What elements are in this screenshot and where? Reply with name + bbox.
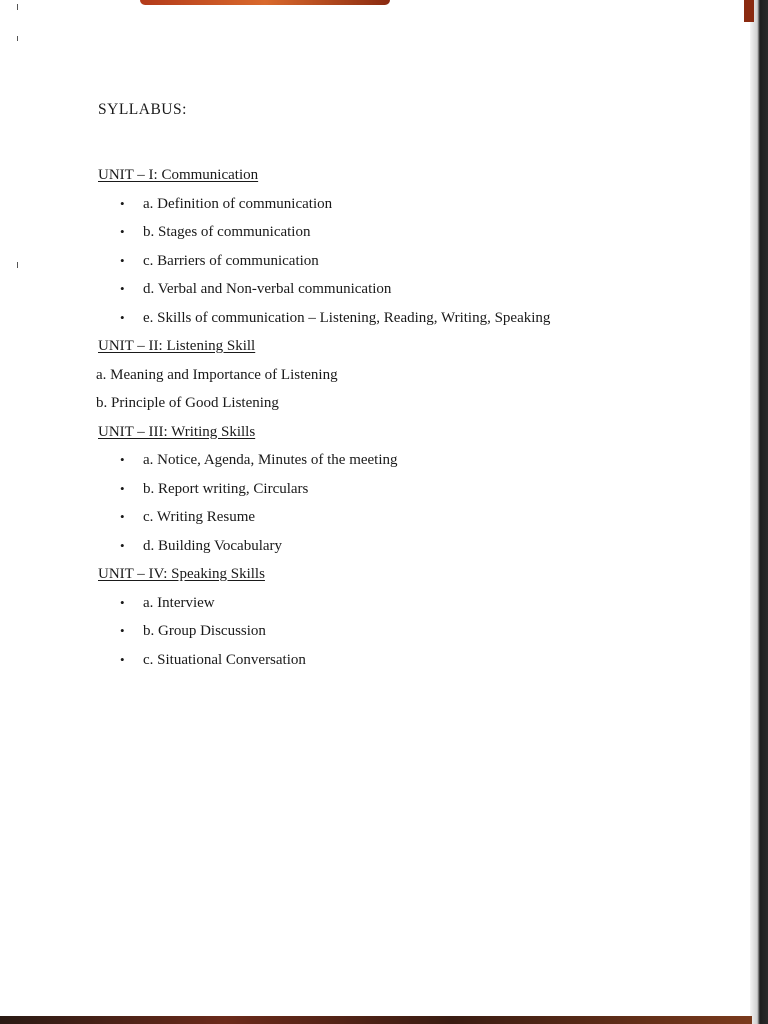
list-item: b. Principle of Good Listening [96,395,279,411]
unit-list [96,161,716,674]
bullet-icon: • [120,480,125,496]
bullet-icon: • [120,594,125,610]
list-item-text: b. Stages of communication [143,224,311,240]
unit-section [96,418,716,561]
unit-title: UNIT – IV: Speaking Skills [98,566,265,582]
list-item [96,503,716,532]
scan-edge-bottom [0,1016,752,1024]
list-item [96,617,716,646]
bullet-icon: • [120,623,125,638]
list-item [96,218,716,247]
margin-mark [17,4,18,10]
unit-title: UNIT – I: Communication [98,167,259,183]
unit-title: UNIT – III: Writing Skills [98,423,256,440]
list-item-text: b. Report writing, Circulars [143,480,309,497]
page-heading: SYLLABUS: [98,101,187,118]
bullet-icon: • [120,509,125,524]
bullet-icon: • [120,281,125,296]
list-item [96,190,716,219]
bullet-icon: • [120,537,125,553]
list-item-text: b. Group Discussion [143,623,266,639]
unit-title: UNIT – II: Listening Skill [98,338,256,354]
list-item [96,646,716,675]
list-item-text: c. Situational Conversation [143,651,306,668]
list-item-text: a. Definition of communication [143,195,333,212]
list-item [96,247,716,276]
margin-mark [17,36,18,41]
list-item-text: c. Writing Resume [143,509,256,525]
list-item-text: e. Skills of communication – Listening, Reading, Writing, Speaking [143,309,551,326]
topic-list [96,446,716,560]
margin-mark [17,262,18,268]
list-item [96,275,716,304]
scan-edge-right-corner [744,0,754,22]
unit-section [96,560,716,674]
bullet-icon: • [120,224,125,239]
topic-list [96,190,716,333]
list-item [96,532,716,561]
unit-section [96,161,716,332]
list-item-text: a. Notice, Agenda, Minutes of the meeting [143,452,398,468]
bullet-icon: • [120,651,125,667]
bullet-icon: • [120,452,125,467]
list-item-text: d. Verbal and Non-verbal communication [143,281,392,297]
scan-edge-top [140,0,390,5]
list-item [96,446,716,475]
bullet-icon: • [120,309,125,325]
syllabus-page [96,100,716,674]
list-item [96,475,716,504]
bullet-icon: • [120,195,125,211]
list-item [96,304,716,333]
list-item-text: a. Interview [143,594,215,611]
bullet-icon: • [120,252,125,268]
unit-section [96,332,716,418]
list-item-text: d. Building Vocabulary [143,537,283,554]
list-item-text: c. Barriers of communication [143,252,319,269]
topic-list [96,589,716,675]
list-item [96,589,716,618]
list-item: a. Meaning and Importance of Listening [96,366,338,383]
scan-edge-right [750,0,768,1024]
